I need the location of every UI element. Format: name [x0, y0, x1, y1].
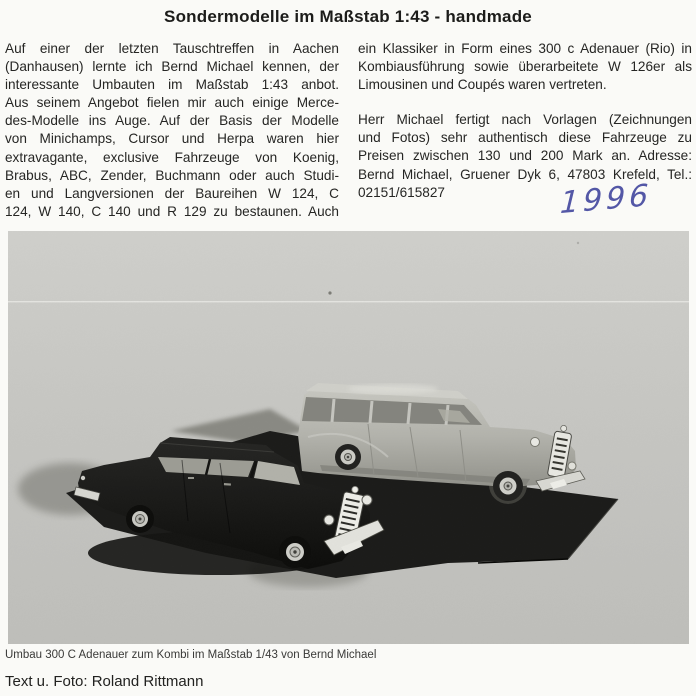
text-line: extravagante, exclusive Fahrzeuge von Koenig, [5, 149, 339, 165]
article-left-column [5, 40, 339, 221]
text-line: des-Modelle ins Auge. Auf der Basis der Modelle [5, 113, 339, 129]
text-line: (Danhausen) lernte ich Bernd Michael kennen, der [5, 59, 339, 75]
credit-line: Text u. Foto: Roland Rittmann [5, 673, 204, 690]
text-line: Kombiausführung sowie überarbeitete W 126er als [358, 59, 692, 75]
handwritten-year-annotation: 1996 [559, 177, 654, 222]
text-line: 124, W 140, C 140 und R 129 zu bestaunen. Auch [5, 203, 339, 219]
text-line: 02151/615827 [358, 184, 445, 200]
text-line: Brabus, ABC, Zender, Buchmann oder auch Studi- [5, 167, 339, 183]
right-paragraph-1 [358, 40, 692, 94]
photo-caption: Umbau 300 C Adenauer zum Kombi im Maßstab 1/43 von Bernd Michael [5, 649, 377, 661]
text-line: interessante Umbauten im Maßstab 1:43 anbot. [5, 77, 339, 93]
text-line: Bernd Michael, Gruener Dyk 6, 47803 Krefeld, Tel.: [358, 166, 692, 182]
text-line: Preisen zwischen 130 und 200 Mark an. Adresse: [358, 148, 692, 164]
film-grain-overlay [8, 231, 689, 644]
text-line: Limousinen und Coupés waren vertreten. [358, 77, 607, 93]
model-cars-photo [8, 231, 689, 644]
article-title: Sondermodelle im Maßstab 1:43 - handmade [164, 7, 532, 26]
article-right-column [358, 40, 692, 202]
text-line: Auf einer der letzten Tauschtreffen in Aachen [5, 41, 339, 56]
text-line: Aus seinem Angebot fielen mir auch einige Merce- [5, 95, 339, 111]
text-line: Herr Michael fertigt nach Vorlagen (Zeichnungen [358, 112, 692, 128]
text-line: ein Klassiker in Form eines 300 c Adenauer (Rio) in [358, 41, 692, 56]
text-line: von Minichamps, Cursor und Herpa waren hier [5, 131, 339, 147]
text-line: en und Langversionen der Baureihen W 124, C [5, 185, 339, 201]
text-line: und Fotos) sehr authentisch diese Fahrzeuge zu [358, 130, 692, 146]
